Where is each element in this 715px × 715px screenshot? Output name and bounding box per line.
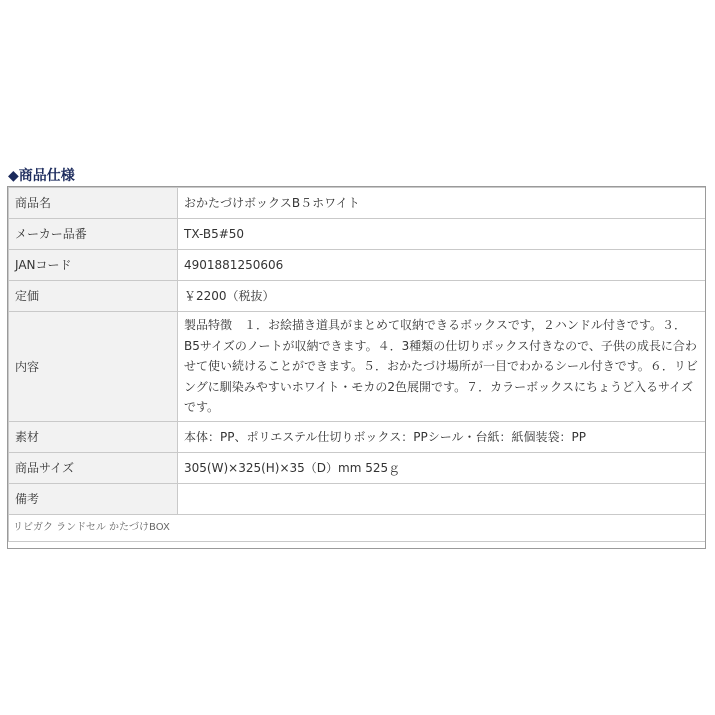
spec-label: 内容 [9, 312, 178, 422]
table-row-jan-code [9, 250, 706, 281]
keywords-text: リビガク ランドセル かたづけBOX [9, 515, 706, 542]
spec-value: 製品特徴 １．お絵描き道具がまとめて収納できるボックスです，２ハンドル付きです。３．B5サイズのノートが収納できます。４．3種類の仕切りボックス付きなので、子供の成長に合わせて使い続けることができます。５．おかたづけ場所が一目でわかるシール付きです。６．リビングに馴染みやすいホワイト・モカの2色展開です。７．カラーボックスにちょうど入るサイズです。 [178, 312, 706, 422]
table-row-product-size [9, 453, 706, 484]
spec-label: 商品サイズ [9, 453, 178, 484]
spec-value: 本体：PP、ポリエステル仕切りボックス：PPシール・台紙：紙個装袋：PP [178, 422, 706, 453]
spec-label: 素材 [9, 422, 178, 453]
table-row-product-name [9, 188, 706, 219]
table-row-contents [9, 312, 706, 422]
table-row-list-price [9, 281, 706, 312]
table-row-material [9, 422, 706, 453]
spec-label: 商品名 [9, 188, 178, 219]
spec-label: メーカー品番 [9, 219, 178, 250]
spec-value: ￥2200（税抜） [178, 281, 706, 312]
spec-label: 定価 [9, 281, 178, 312]
spec-label: JANコード [9, 250, 178, 281]
table-row-footer [9, 515, 706, 542]
spec-value: おかたづけボックスB５ホワイト [178, 188, 706, 219]
spec-value: 305(W)×325(H)×35（D）mm 525ｇ [178, 453, 706, 484]
section-title: ◆商品仕様 [8, 168, 75, 184]
spec-value [178, 484, 706, 515]
spec-label: 備考 [9, 484, 178, 515]
table-row-maker-number [9, 219, 706, 250]
spec-table [8, 187, 706, 542]
spec-value: TX-B5#50 [178, 219, 706, 250]
table-row-remarks [9, 484, 706, 515]
spec-value: 4901881250606 [178, 250, 706, 281]
